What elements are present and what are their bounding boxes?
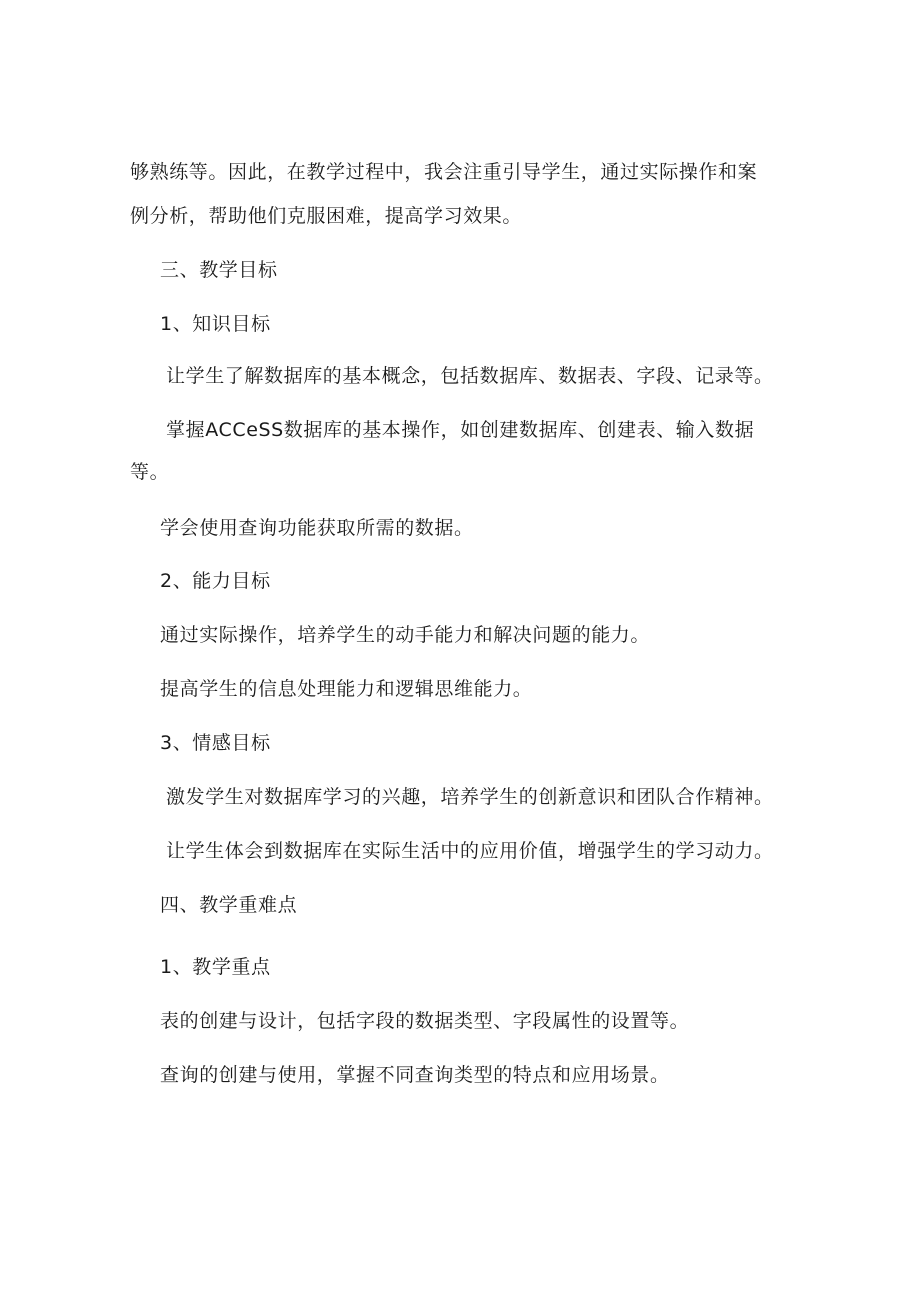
paragraph-line: 提高学生的信息处理能力和逻辑思维能力。 [160, 678, 533, 700]
subsection-heading: 2、能力目标 [160, 570, 271, 592]
section-heading: 三、教学目标 [160, 259, 278, 281]
paragraph-line: 等。 [130, 461, 170, 483]
subsection-heading: 1、教学重点 [160, 956, 271, 978]
paragraph-line: 学会使用查询功能获取所需的数据。 [160, 517, 474, 539]
paragraph-line: 掌握ACCeSS数据库的基本操作，如创建数据库、创建表、输入数据 [166, 419, 755, 441]
paragraph-line: 通过实际操作，培养学生的动手能力和解决问题的能力。 [160, 624, 651, 646]
paragraph-line: 让学生了解数据库的基本概念，包括数据库、数据表、字段、记录等。 [166, 365, 774, 387]
subsection-heading: 1、知识目标 [160, 313, 271, 335]
paragraph-line: 例分析，帮助他们克服困难，提高学习效果。 [130, 205, 523, 227]
paragraph-line: 表的创建与设计，包括字段的数据类型、字段属性的设置等。 [160, 1010, 690, 1032]
subsection-heading: 3、情感目标 [160, 732, 271, 754]
section-heading: 四、教学重难点 [160, 894, 298, 916]
paragraph-line: 查询的创建与使用，掌握不同查询类型的特点和应用场景。 [160, 1064, 670, 1086]
paragraph-line: 够熟练等。因此，在教学过程中，我会注重引导学生，通过实际操作和案 [130, 161, 758, 183]
paragraph-line: 激发学生对数据库学习的兴趣，培养学生的创新意识和团队合作精神。 [166, 786, 774, 808]
paragraph-line: 让学生体会到数据库在实际生活中的应用价值，增强学生的学习动力。 [166, 840, 774, 862]
